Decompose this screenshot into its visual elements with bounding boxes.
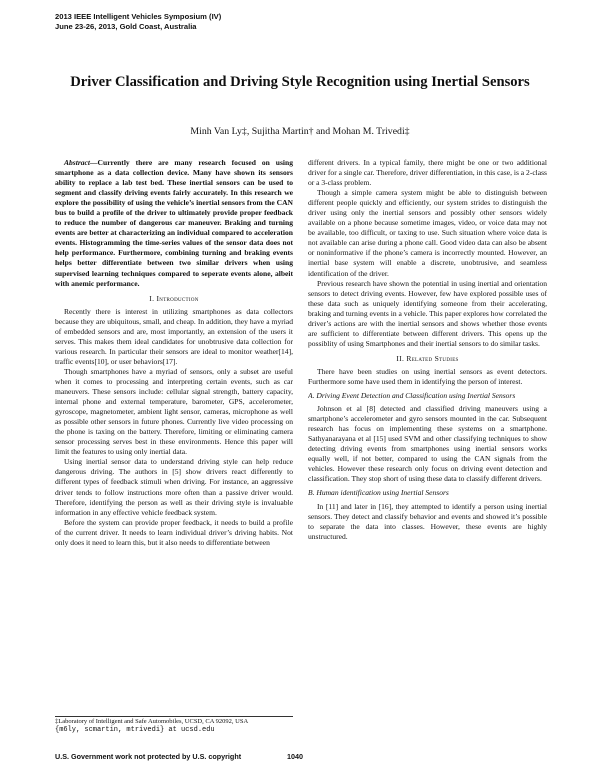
copyright-notice: U.S. Government work not protected by U.S. copyright: [55, 752, 242, 761]
intro-paragraph: Recently there is interest in utilizing smartphones as data collectors because they are ubiquitous, small, and cheap. In addition, they have a myriad of embedded sensors and are, most importantly, an extension of the users it serves. This makes them ideal candidates for unobtrusive data collection for various research. In particular their sensors are ideal to monitor weather[14], traffic events[10], or user behaviors[17].: [55, 306, 293, 366]
related-paragraph: Johnson et al [8] detected and classified driving maneuvers using a smartphone’s accelerometer and gyro sensors mounted in the car. Subsequent research has focus on implementing these systems on a smartphone. Sathyanarayana et al [15] used SVM and other classifying techniques to show detecting driving events from smartphones using inertial sensors works equally well, if not better, compared to using the CAN signals from the vehicles. However these research only focus on driving event detection and classification. They stop short of using these data to classify different drivers.: [308, 404, 547, 484]
intro-paragraph: Before the system can provide proper feedback, it needs to build a profile of the current driver. It needs to learn individual driver’s driving habits. Not only does it need to learn this, but it also needs to differentiate between: [55, 517, 293, 547]
intro-paragraph: Previous research have shown the potential in using inertial and orientation sensors to detect driving events. However, few have explored possible uses of these data such as uniquely identifying someone from their accelerating, braking and turning events in a vehicle. This paper explores how correlated the driver’s actions are with the inertial sensors and shows whether those events are sufficient to differentiate between different drivers. This opens up the possiblity of using Smartphones and their inertial sensors to do similar tasks.: [308, 278, 547, 348]
section-heading-introduction: I. Introduction: [149, 293, 199, 303]
intro-paragraph: Though a simple camera system might be able to distinguish between different people quickly and efficiently, our system strides to distinguish the driver using only the inertial sensors and possibly other sensors widely available on a phone because sometime images, video, or voice data may not be available, too difficult, or taxing to use. Such situation where voice data is not available can arise during a phone call. Good video data can also be absent or noninformative if the phone’s camera is incorrectly mounted. However, an inertial base system will enable a discrete, unobtrusive, and seamless identification of the driver.: [308, 188, 547, 278]
intro-paragraph: Though smartphones have a myriad of sensors, only a subset are useful when it comes to processing and interpreting certain events, such as car maneuvers. These sensors include: cellular signal strength, battery capacity, internal phone and external temperature, barometer, GPS, accelerometer, gyroscope, magnetometer, ambient light sensor, cameras, microphone as well as possible other sensors in future phones. Currently live video processing on the phone is taxing on the battery. Therefore, limiting or eliminating camera sensor processing serves best in these environments. Hence this paper will limit the features to using only inertial data.: [55, 366, 293, 457]
author-list: Minh Van Ly‡, Sujitha Martin† and Mohan M. Trivedi‡: [190, 126, 410, 137]
conference-header: [55, 12, 221, 31]
abstract-text: —Currently there are many research focused on using smartphone as a data collection device. Many have shown its sensors ability to replace a lab test bed. These inertial sensors can be used to segment and classify driving events fairly accurately. In this research we explore the possibility of using the vehicle’s inertial sensors from the CAN bus to build a profile of the driver to ultimately provide proper feedback to reduce the number of dangerous car maneuver. Braking and turning events are better at characterizing an individual compared to acceleration events. Histogramming the time-series values of the sensor data does not help performance. Furthermore, combining turning and braking events helps better differentiate between two similar drivers when using supervised learning techniques compared to seperate events alone, albeit with anemic performance.: [55, 158, 293, 288]
subsection-heading-event-detection: A. Driving Event Detection and Classification using Inertial Sensors: [308, 391, 516, 401]
conference-name: 2013 IEEE Intelligent Vehicles Symposium (IV): [55, 12, 222, 21]
related-paragraph: In [11] and later in [16], they attempted to identify a person using inertial sensors. They detect and classify behavior and events and showed it’s possible to separate the data into classes. However, these events are highly unstructured.: [308, 501, 547, 541]
intro-paragraph: different drivers. In a typical family, there might be one or two additional driver for a single car. Therefore, driver differentiation, in this case, is a 2-class or a 3-class problem.: [308, 158, 547, 188]
section-heading-related-studies: II. Related Studies: [396, 353, 459, 363]
conference-dates: June 23-26, 2013, Gold Coast, Australia: [55, 21, 197, 31]
paper-title: Driver Classification and Driving Style Recognition using Inertial Sensors: [70, 74, 530, 90]
related-paragraph: There have been studies on using inertial sensors as event detectors. Furthermore some have used them in identifying the person of interest.: [308, 366, 547, 386]
left-column: [55, 158, 293, 716]
subsection-heading-human-identification: B. Human identification using Inertial Sensors: [308, 488, 449, 498]
abstract-label: Abstract: [64, 158, 90, 167]
footnote-affiliation: ‡Laboratory of Intelligent and Safe Automobiles, UCSD, CA 92092, USA: [55, 718, 249, 725]
footnote: [55, 716, 293, 735]
intro-paragraph: Using inertial sensor data to understand driving style can help reduce dangerous driving. The authors in [5] show drivers react differently to different types of feedback stimuli when driving. For instance, an aggressive driver tends to follow instructions more often than a passive driver would. Therefore, identifying the person as well as their driving style is invaluable information in any effective vehicle feedback system.: [55, 457, 293, 517]
abstract: [55, 158, 293, 289]
page-number: 1040: [287, 752, 303, 761]
footnote-emails: {m6ly, scmartin, mtrivedi} at ucsd.edu: [55, 726, 215, 734]
right-column: [308, 158, 547, 764]
